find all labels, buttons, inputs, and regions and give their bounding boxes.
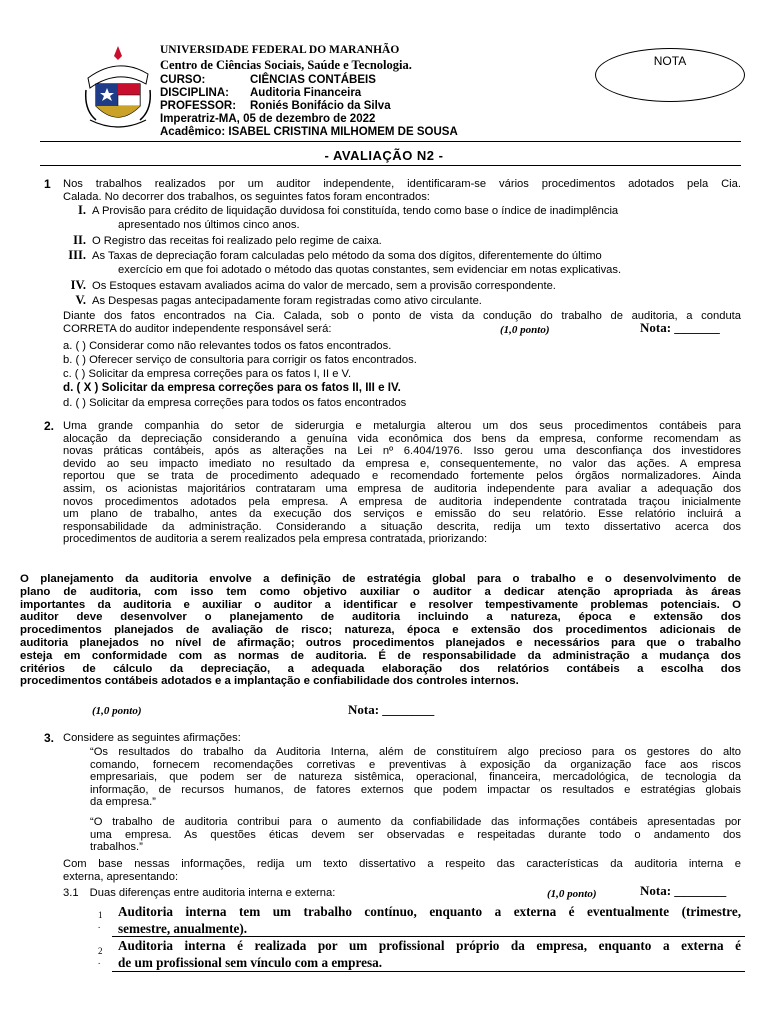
university-crest-logo <box>82 44 154 132</box>
disciplina-value: Auditoria Financeira <box>250 87 362 99</box>
q1-option-b[interactable]: b. ( ) Oferecer serviço de consultoria para corrigir os fatos encontrados. <box>63 354 417 366</box>
q1-fact-cont: apresentado nos últimos cinco anos. <box>118 219 300 231</box>
q3-points: (1,0 ponto) <box>547 888 597 900</box>
q2-statement: Uma grande companhia do setor de siderurgia e metalurgia alterou um dos seus procedimentos contábeis para alocação da depreciação considerando a genuína vida econômica dos bens da empresa, conforme recomendam as novas práticas contábeis, após as alterações na Lei nº 6.404/1976. Isso gerou uma desconfiança dos investidores devido ao seu impacto imediato no resultado da empresa e, consequentemente, no valor das ações. A empresa reportou que se trata de procedimento adequado e recomendado fortemente pelos órgãos normalizadores. Ainda assim, os acionistas majoritários contrataram uma empresa de auditoria independente para avaliar a adequação dos novos procedimentos adotados pela empresa. A empresa de auditoria independente contratada traçou inicialmente um plano de trabalho, antes da execução dos serviços e emissão do seu relatório. Esse relatório incluirá a responsabilidade da administração. Considerando a situação descrita, redija um texto dissertativo acerca dos procedimentos de auditoria a serem realizados pela empresa contratada, priorizando: <box>63 420 741 546</box>
q1-facts-list <box>60 204 741 309</box>
q3-nota: Nota: ________ <box>640 883 727 898</box>
header-divider <box>40 141 741 142</box>
q2-answer: O planejamento da auditoria envolve a definição de estratégia global para o trabalho e o desenvolvimento de plano de auditoria, com isso tem como objetivo auxiliar o auditor a dedicar atenção apropriada às áreas importantes da auditoria e auxiliar o auditor a identificar e resolver tempestivamente problemas potenciais. O auditor deve desenvolver o planejamento de auditoria incluindo a natureza, época e extensão dos procedimentos planejados de avaliação de risco; natureza, época e extensão dos procedimentos adicionais de auditoria planejados no nível de afirmação; outros procedimentos planejados e necessários para que o trabalho esteja em conformidade com as normas de auditoria. É de responsabilidade da administração a mudança dos critérios de cálculo da depreciação, a adequada elaboração dos relatórios contábeis a escolha dos procedimentos contábeis adotados e a implantação e confiabilidade dos controles internos. <box>20 573 741 688</box>
q2-number: 2. <box>44 419 55 433</box>
grade-box <box>595 48 745 102</box>
q1-nota: Nota: _______ <box>640 319 720 335</box>
q1-fact: V. As Despesas pagas antecipadamente foram registradas como ativo circulante. <box>75 293 482 307</box>
q1-option-a[interactable]: a. ( ) Considerar como não relevantes todos os fatos encontrados. <box>63 340 392 352</box>
q1-option-e[interactable]: d. ( ) Solicitar da empresa correções para todos os fatos encontrados <box>63 397 407 409</box>
exam-title: - AVALIAÇÃO N2 - <box>324 148 444 163</box>
q1-intro <box>63 178 741 203</box>
professor-label: PROFESSOR: <box>160 100 237 112</box>
q1-intro-line: Nos trabalhos realizados por um auditor independente, identificaram-se vários procedimentos adotados pela Cia. <box>63 178 741 190</box>
q1-fact: II. O Registro das receitas foi realizado pelo regime de caixa. <box>73 233 382 247</box>
title-divider <box>40 165 741 166</box>
curso-value: CIÊNCIAS CONTÁBEIS <box>250 74 376 86</box>
q1-fact: IV. Os Estoques estavam avaliados acima do valor de mercado, sem a provisão correspondente. <box>70 278 556 292</box>
q1-question <box>63 310 741 337</box>
q1-question-line: Diante dos fatos encontrados na Cia. Calada, sob o ponto de vista da condução do trabalho de auditoria, a conduta <box>63 310 741 322</box>
q1-option-c[interactable]: c. ( ) Solicitar da empresa correções para os fatos I, II e V. <box>63 368 352 380</box>
q2-points: (1,0 ponto) <box>92 705 142 717</box>
q1-fact: III. As Taxas de depreciação foram calculadas pelo método da soma dos dígitos, diferentemente do último <box>68 248 602 262</box>
q3-answer-1-number: 1 . <box>98 910 103 930</box>
q3-ask: Com base nessas informações, redija um texto dissertativo a respeito das características da auditoria interna e externa, apresentando: <box>63 858 741 883</box>
center-name: Centro de Ciências Sociais, Saúde e Tecnologia. <box>160 58 412 72</box>
professor-value: Roniés Bonifácio da Silva <box>250 100 391 112</box>
q1-question-line: CORRETA do auditor independente responsável será: <box>63 322 332 335</box>
q3-answer-2-number: 2 . <box>98 946 103 966</box>
curso-line <box>160 74 376 87</box>
university-name: UNIVERSIDADE FEDERAL DO MARANHÃO <box>160 44 400 56</box>
place-date: Imperatriz-MA, 05 de dezembro de 2022 <box>160 113 376 125</box>
q3-answer-1: Auditoria interna tem um trabalho contínuo, enquanto a externa é eventualmente (trimestre, semestre, anualmente). <box>118 904 741 936</box>
q3-sub-number: 3.1 <box>63 887 79 899</box>
q3-quote-2: “O trabalho de auditoria contribui para o aumento da confiabilidade das informações contábeis apresentadas por uma empresa. As questões éticas devem ser observadas e respeitadas durante todo o andamento dos trabalhos.” <box>90 816 741 854</box>
professor-line <box>160 100 391 113</box>
curso-label: CURSO: <box>160 74 206 86</box>
q1-options <box>63 340 741 411</box>
disciplina-label: DISCIPLINA: <box>160 87 229 99</box>
grade-box-label: NOTA <box>653 54 687 68</box>
q1-intro-line: Calada. No decorrer dos trabalhos, os seguintes fatos foram encontrados: <box>63 190 430 203</box>
q3-answer-2: Auditoria interna é realizada por um profissional próprio da empresa, enquanto a externa é de um profissional sem vínculo com a empresa. <box>118 938 741 970</box>
disciplina-line <box>160 87 361 100</box>
q2-nota: Nota: ________ <box>348 702 435 717</box>
q1-points: (1,0 ponto) <box>500 323 550 336</box>
q3-sub-text: Duas diferenças entre auditoria interna e externa: <box>89 887 336 899</box>
academico: Acadêmico: ISABEL CRISTINA MILHOMEM DE SOUSA <box>160 126 458 138</box>
q3-intro: Considere as seguintes afirmações: <box>63 732 241 744</box>
q1-option-d-selected[interactable]: d. ( X ) Solicitar da empresa correções para os fatos II, III e IV. <box>63 381 401 394</box>
q3-quote-1: “Os resultados do trabalho da Auditoria Interna, além de constituírem algo precioso para os gestores do alto comando, fornecem recomendações corretivas e preventivas à exposição da organização face aos riscos empresariais, que podem ser de natureza sistêmica, operacional, financeira, mercadológica, de tecnologia da informação, de recursos humanos, de fatores externos que podem impactar os resultados e estratégias globais da empresa.” <box>90 746 741 809</box>
q3-number: 3. <box>44 731 55 745</box>
q1-fact-cont: exercício em que foi adotado o método das quotas constantes, sem evidenciar em notas explicativas. <box>118 264 622 276</box>
q3-sub-question <box>63 883 741 902</box>
q1-fact: I. A Provisão para crédito de liquidação duvidosa foi constituída, tendo como base o índice de inadimplência <box>78 203 619 217</box>
q3-answer-2-line <box>112 971 745 972</box>
q1-number: 1 <box>44 177 51 191</box>
